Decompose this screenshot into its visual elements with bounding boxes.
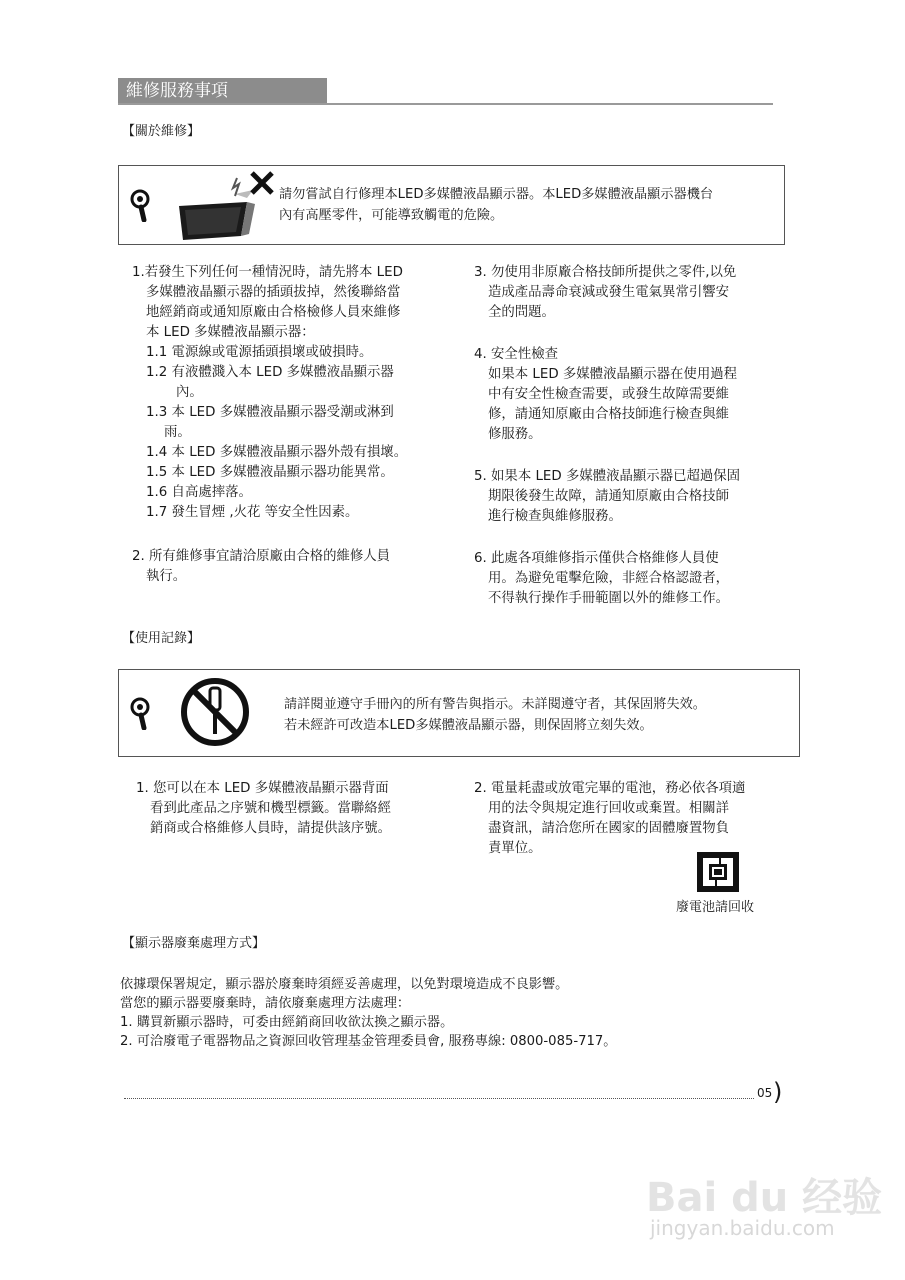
usage-item-1-text: 銷商或合格維修人員時，請提供該序號。 xyxy=(150,821,392,836)
repair-item-3-text: 全的問題。 xyxy=(488,305,555,320)
repair-item-4-text: 中有安全性檢查需要，或發生故障需要維 xyxy=(488,387,730,402)
usage-item-1-text: 看到此產品之序號和機型標籤。當聯絡經 xyxy=(150,801,392,816)
watermark-url: jingyan.baidu.com xyxy=(650,1216,835,1240)
repair-item-5-text: 進行檢查與維修服務。 xyxy=(488,509,622,524)
footer-dotted-rule xyxy=(124,1098,754,1099)
disposal-line: 2. 可洽廢電子電器物品之資源回收管理基金管理委員會, 服務專線: 0800-085-717。 xyxy=(120,1034,617,1049)
disposal-line: 當您的顯示器要廢棄時，請依廢棄處理方法處理： xyxy=(120,996,411,1011)
page-number: 05 xyxy=(757,1086,773,1100)
repair-item-4-text: 修服務。 xyxy=(488,427,542,442)
repair-subitem: 1.3 本 LED 多媒體液晶顯示器受潮或淋到 xyxy=(146,405,394,420)
repair-section-title: 【關於維修】 xyxy=(122,124,201,139)
repair-item-4-text: 修，請通知原廠由合格技師進行檢查與維 xyxy=(488,407,730,422)
magnifier-icon xyxy=(129,696,151,730)
usage-item-2-text: 盡資訊，請洽您所在國家的固體廢置物負 xyxy=(488,821,730,836)
repair-subitem-cont: 雨。 xyxy=(164,425,191,440)
usage-item-1: 1. 您可以在本 LED 多媒體液晶顯示器背面 xyxy=(136,781,389,796)
watermark-logo: Bai du 经验 xyxy=(646,1175,883,1221)
disposal-line: 1. 購買新顯示器時，可委由經銷商回收欲汰換之顯示器。 xyxy=(120,1015,454,1030)
repair-warning-line: 內有高壓零件，可能導致觸電的危險。 xyxy=(279,208,504,223)
repair-item-6-text: 不得執行操作手冊範圍以外的維修工作。 xyxy=(488,591,730,606)
repair-item-6-text: 用。為避免電擊危險，非經合格認證者， xyxy=(488,571,730,586)
usage-warning-line: 若未經許可改造本LED多媒體液晶顯示器，則保固將立刻失效。 xyxy=(284,718,653,733)
repair-item-1-text: 多媒體液晶顯示器的插頭拔掉，然後聯絡當 xyxy=(146,285,401,300)
repair-subitem: 1.2 有液體濺入本 LED 多媒體液晶顯示器 xyxy=(146,365,394,380)
usage-section-title: 【使用記錄】 xyxy=(122,631,201,646)
repair-item-5-text: 期限後發生故障，請通知原廠由合格技師 xyxy=(488,489,730,504)
usage-warning-line: 請詳閱並遵守手冊內的所有警告與指示。未詳閱遵守者，其保固將失效。 xyxy=(284,697,706,712)
usage-item-2: 2. 電量耗盡或放電完畢的電池，務必依各項適 xyxy=(474,781,746,796)
repair-item-2-text: 執行。 xyxy=(146,569,187,584)
usage-item-2-text: 責單位。 xyxy=(488,841,542,856)
repair-warning-line: 請勿嘗試自行修理本LED多媒體液晶顯示器。本LED多媒體液晶顯示器機台 xyxy=(279,187,714,202)
recycle-icon xyxy=(695,850,741,894)
repair-subitem: 1.7 發生冒煙 ,火花 等安全性因素。 xyxy=(146,505,359,520)
repair-subitem: 1.6 自高處摔落。 xyxy=(146,485,252,500)
recycle-label: 廢電池請回收 xyxy=(676,900,755,915)
repair-subitem: 1.5 本 LED 多媒體液晶顯示器功能異常。 xyxy=(146,465,394,480)
usage-warning-text xyxy=(284,694,706,736)
repair-subitem: 1.1 電源線或電源插頭損壞或破損時。 xyxy=(146,345,373,360)
header-rule xyxy=(118,103,773,105)
repair-item-4: 4. 安全性檢查 xyxy=(474,347,558,362)
cross-icon xyxy=(249,170,275,196)
repair-item-2: 2. 所有維修事宜請洽原廠由合格的維修人員 xyxy=(132,549,391,564)
repair-item-3: 3. 勿使用非原廠合格技師所提供之零件,以免 xyxy=(474,265,737,280)
repair-item-1-text: 地經銷商或通知原廠由合格檢修人員來維修 xyxy=(146,305,401,320)
usage-left-column xyxy=(136,779,456,839)
usage-right-column xyxy=(474,779,794,859)
repair-right-column xyxy=(474,263,794,609)
disposal-text xyxy=(120,975,820,1051)
repair-subitem-cont: 內。 xyxy=(176,385,203,400)
repair-warning-box xyxy=(118,165,785,245)
repair-warning-text xyxy=(279,184,713,226)
usage-item-2-text: 用的法令與規定進行回收或棄置。相關詳 xyxy=(488,801,730,816)
no-screwdriver-icon xyxy=(179,676,251,748)
repair-item-1: 1.若發生下列任何一種情況時，請先將本 LED xyxy=(132,265,403,280)
repair-item-5: 5. 如果本 LED 多媒體液晶顯示器已超過保固 xyxy=(474,469,741,484)
repair-left-column xyxy=(132,263,452,587)
repair-item-4-text: 如果本 LED 多媒體液晶顯示器在使用過程 xyxy=(488,367,737,382)
magnifier-icon xyxy=(129,188,151,222)
repair-item-6: 6. 此處各項維修指示僅供合格維修人員使 xyxy=(474,551,719,566)
repair-item-1-text: 本 LED 多媒體液晶顯示器： xyxy=(146,325,315,340)
usage-warning-box xyxy=(118,669,800,757)
disposal-line: 依據環保署規定，顯示器於廢棄時須經妥善處理，以免對環境造成不良影響。 xyxy=(120,977,569,992)
page-number-bracket: ) xyxy=(773,1078,783,1106)
repair-item-3-text: 造成產品壽命衰減或發生電氣異常引響安 xyxy=(488,285,730,300)
repair-subitem: 1.4 本 LED 多媒體液晶顯示器外殼有損壞。 xyxy=(146,445,408,460)
page-header-title: 維修服務事項 xyxy=(118,78,327,104)
disposal-section-title: 【顯示器廢棄處理方式】 xyxy=(122,936,266,951)
